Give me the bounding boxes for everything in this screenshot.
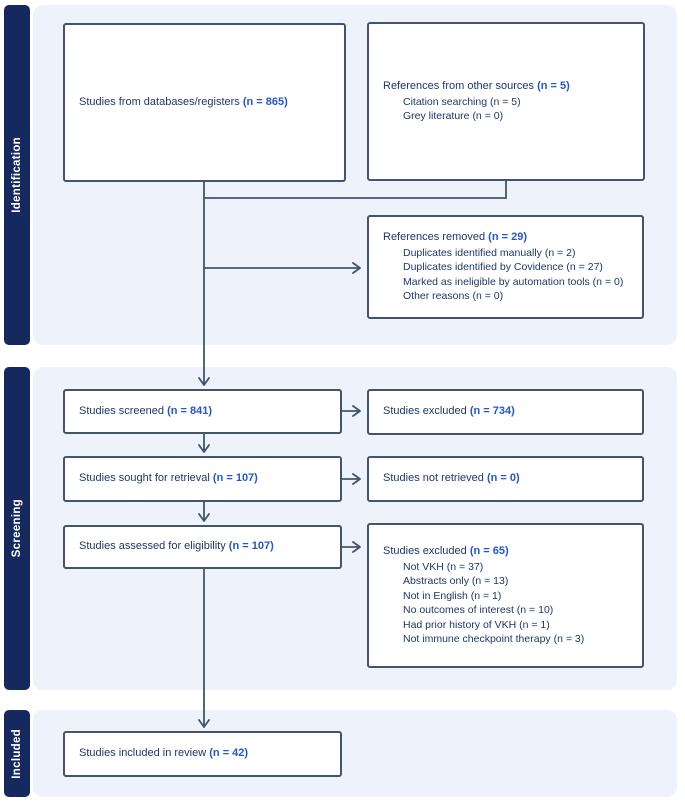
box-label: Studies included in review (n = 42) <box>79 747 249 760</box>
identification-stage-bar <box>4 5 30 345</box>
box-label: Studies assessed for eligibility (n = 107) <box>79 540 274 553</box>
count-value: (n = 5) <box>537 80 570 93</box>
studies-excluded-eligibility-box <box>367 523 644 668</box>
detail-line: Abstracts only (n = 13) <box>403 575 509 588</box>
count-value: (n = 65) <box>469 545 509 558</box>
studies-included-review-box <box>63 731 342 777</box>
count-value: (n = 107) <box>212 472 258 485</box>
stage-label-screening: Screening <box>11 499 23 558</box>
count-value: (n = 841) <box>167 404 212 417</box>
detail-line: Citation searching (n = 5) <box>403 95 521 108</box>
box-label: References removed (n = 29) <box>383 231 527 244</box>
databases-registers-box <box>63 23 346 182</box>
stage-label-identification: Identification <box>11 137 23 213</box>
stage-label-included: Included <box>11 728 23 779</box>
box-label: Studies screened (n = 841) <box>79 404 212 417</box>
detail-line: No outcomes of interest (n = 10) <box>403 604 554 617</box>
screening-stage-bar <box>4 367 30 690</box>
detail-line: Not immune checkpoint therapy (n = 3) <box>403 633 585 646</box>
box-label: Studies not retrieved (n = 0) <box>383 472 520 485</box>
studies-excluded-screening-box <box>367 389 644 435</box>
detail-line: Duplicates identified by Covidence (n = 27) <box>403 261 603 274</box>
count-value: (n = 865) <box>242 95 288 108</box>
box-label: References from other sources (n = 5) <box>383 80 570 93</box>
count-value: (n = 107) <box>228 540 274 553</box>
count-value: (n = 42) <box>209 747 249 760</box>
included-stage-bar <box>4 710 30 797</box>
detail-line: Not VKH (n = 37) <box>403 560 484 573</box>
box-label: Studies excluded (n = 65) <box>383 545 509 558</box>
studies-sought-retrieval-box <box>63 456 342 502</box>
references-removed-box <box>367 215 644 319</box>
studies-screened-box <box>63 389 342 434</box>
detail-line: Other reasons (n = 0) <box>403 290 504 303</box>
detail-line: Grey literature (n = 0) <box>403 110 504 123</box>
box-label: Studies from databases/registers (n = 865) <box>79 95 288 108</box>
detail-line: Not in English (n = 1) <box>403 589 502 602</box>
box-label: Studies excluded (n = 734) <box>383 405 515 418</box>
detail-line: Marked as ineligible by automation tools (n = 0) <box>403 275 624 288</box>
detail-line: Duplicates identified manually (n = 2) <box>403 246 576 259</box>
box-label: Studies sought for retrieval (n = 107) <box>79 472 258 485</box>
studies-assessed-eligibility-box <box>63 525 342 569</box>
count-value: (n = 734) <box>469 405 515 418</box>
count-value: (n = 0) <box>486 472 520 485</box>
count-value: (n = 29) <box>488 231 527 244</box>
other-sources-box <box>367 22 645 181</box>
detail-line: Had prior history of VKH (n = 1) <box>403 618 550 631</box>
studies-not-retrieved-box <box>367 456 644 502</box>
